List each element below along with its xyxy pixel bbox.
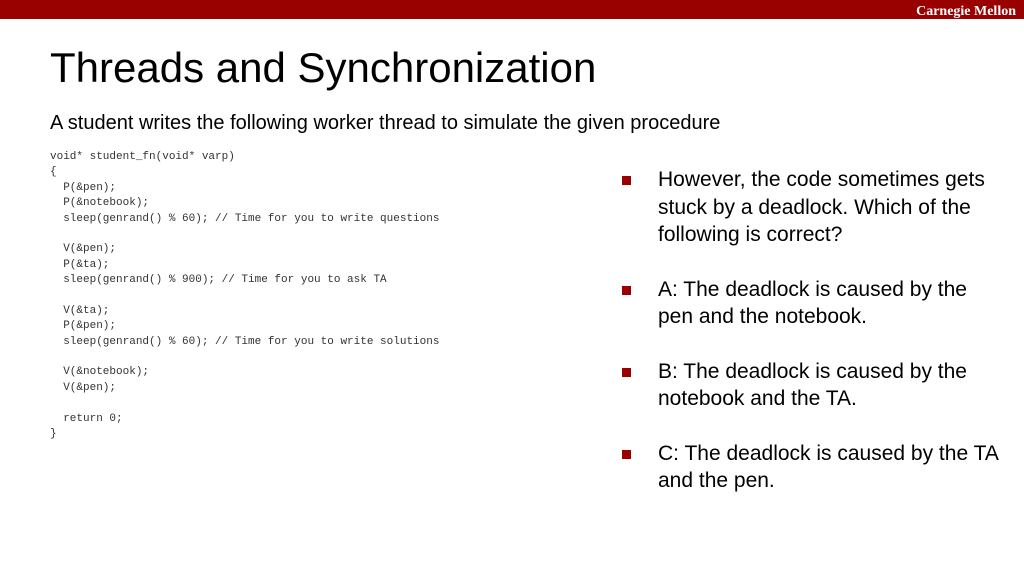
code-line: P(&notebook); xyxy=(50,197,150,210)
square-bullet-icon xyxy=(622,368,631,377)
square-bullet-icon xyxy=(622,450,631,459)
code-line: V(&pen); xyxy=(50,243,117,256)
question-list xyxy=(620,166,1000,522)
code-line xyxy=(50,396,439,411)
square-bullet-icon xyxy=(622,176,631,185)
bullet-text: C: The deadlock is caused by the TA and the pen. xyxy=(658,441,998,492)
code-line: void* student_fn(void* varp) xyxy=(50,151,235,163)
bullet-text: B: The deadlock is caused by the notebook and the TA. xyxy=(658,359,967,410)
answer-option-c xyxy=(620,440,1000,495)
code-line: P(&pen); xyxy=(50,181,117,194)
slide-subtitle: A student writes the following worker thread to simulate the given procedure xyxy=(50,112,721,134)
code-line: V(&pen); xyxy=(50,381,117,394)
header-bar xyxy=(0,0,1024,19)
slide-title: Threads and Synchronization xyxy=(50,44,597,91)
code-line: sleep(genrand() % 60); // Time for you to write questions xyxy=(50,212,440,225)
code-line: sleep(genrand() % 900); // Time for you to ask TA xyxy=(50,274,387,287)
question-prompt xyxy=(620,166,1000,249)
answer-option-a xyxy=(620,276,1000,331)
code-line xyxy=(50,289,439,304)
code-block xyxy=(50,150,439,442)
bullet-text: A: The deadlock is caused by the pen and the notebook. xyxy=(658,277,967,328)
code-line: P(&ta); xyxy=(50,258,110,271)
code-line: } xyxy=(50,428,57,441)
square-bullet-icon xyxy=(622,286,631,295)
code-line: P(&pen); xyxy=(50,320,117,333)
code-line: V(&notebook); xyxy=(50,366,150,379)
code-line: sleep(genrand() % 60); // Time for you to write solutions xyxy=(50,335,440,348)
code-line: return 0; xyxy=(50,412,123,425)
code-line: V(&ta); xyxy=(50,304,110,317)
code-line xyxy=(50,227,439,242)
answer-option-b xyxy=(620,358,1000,413)
code-line xyxy=(50,350,439,365)
code-line: { xyxy=(50,166,57,179)
brand-logo-text: Carnegie Mellon xyxy=(916,4,1016,19)
bullet-text: However, the code sometimes gets stuck by a deadlock. Which of the following is correct? xyxy=(658,168,985,246)
